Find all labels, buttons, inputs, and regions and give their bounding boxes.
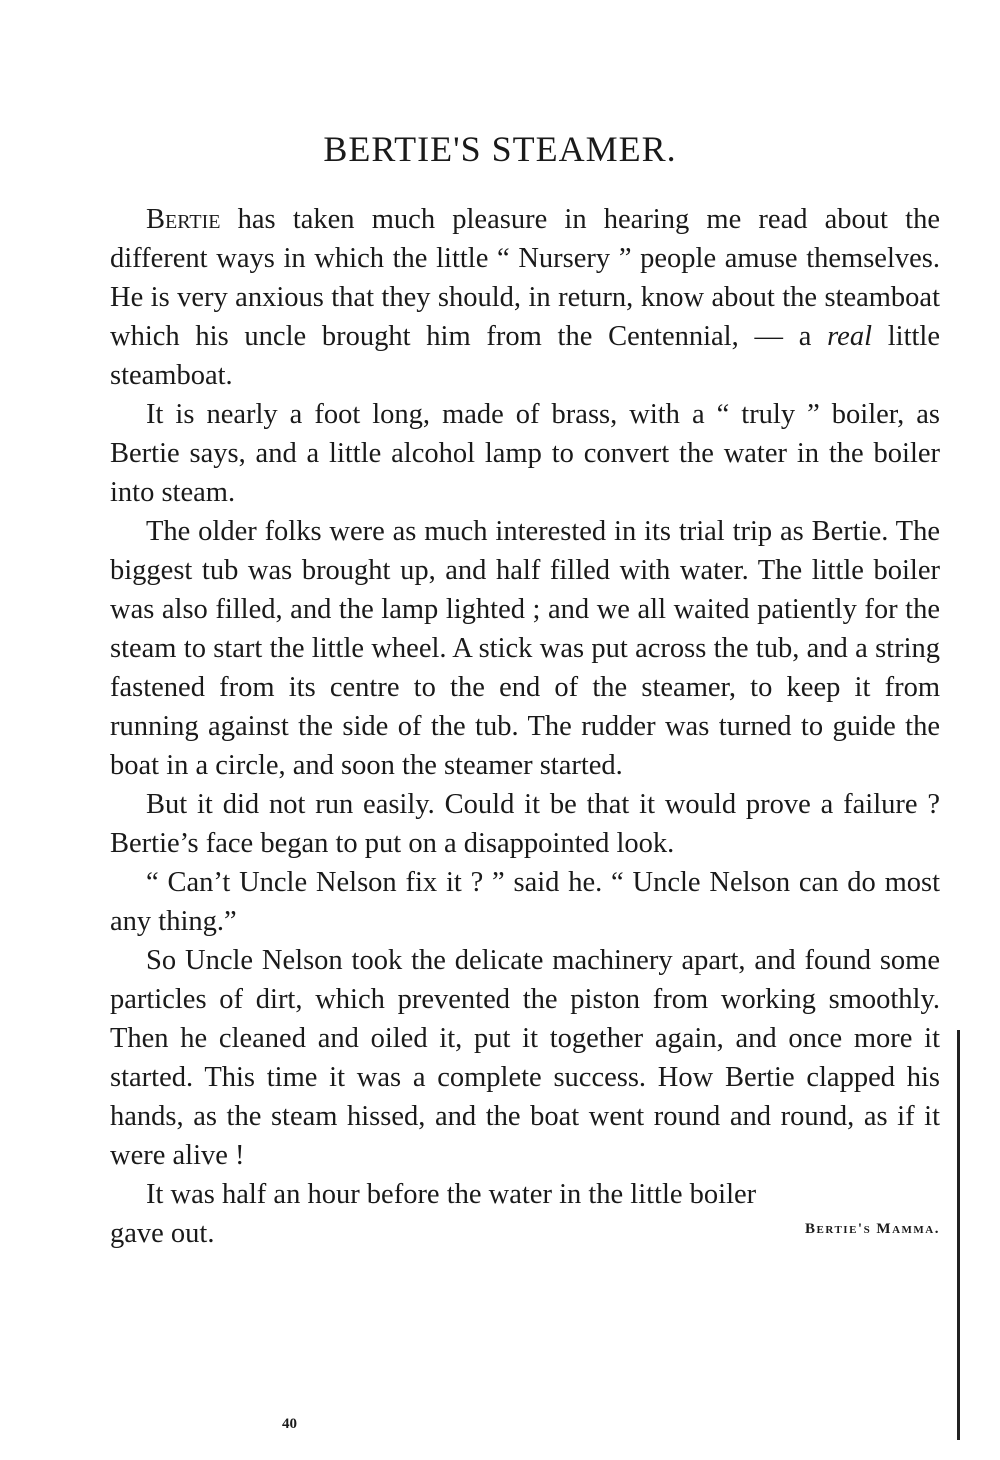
paragraph: “ Can’t Uncle Nelson fix it ? ” said he. “ Uncle Nelson can do most any thing.”	[110, 867, 940, 937]
paragraph	[110, 1175, 940, 1214]
article-body	[110, 200, 940, 1253]
paragraph: It is nearly a foot long, made of brass, with a “ truly ” boiler, as Bertie says, and a little alcohol lamp to convert the water in the boiler into steam.	[110, 399, 940, 508]
margin-rule	[957, 1030, 960, 1440]
page-title: BERTIE'S STEAMER.	[323, 129, 677, 169]
paragraph-text: It was half an hour before the water in the little boiler	[146, 1179, 757, 1210]
lead-word: Bertie	[146, 204, 221, 235]
paragraph-text: gave out.	[110, 1218, 215, 1249]
paragraph: So Uncle Nelson took the delicate machinery apart, and found some particles of dirt, which prevented the piston from working smoothly. Then he cleaned and oiled it, put it together again, and once more it started. This time it was a complete success. How Bertie clapped his hands, as the steam hissed, and the boat went round and round, as if it were alive !	[110, 945, 940, 1171]
page-number: 40	[282, 1416, 297, 1432]
paragraph: But it did not run easily. Could it be that it would prove a failure ? Bertie’s face began to put on a disappointed look.	[110, 789, 940, 859]
italic-word: real	[827, 321, 872, 352]
paragraph: The older folks were as much interested in its trial trip as Bertie. The biggest tub was brought up, and half filled with water. The little boiler was also filled, and the lamp lighted ; and we all waited patiently for the steam to start the little wheel. A stick was put across the tub, and a string fastened from its centre to the end of the steamer, to keep it from running against the side of the tub. The rudder was turned to guide the boat in a circle, and soon the steamer started.	[110, 516, 940, 781]
paragraph	[110, 200, 940, 395]
closing-line	[110, 1214, 940, 1253]
paragraph-text: little steamboat.	[110, 321, 940, 391]
author-signature: Bertie's Mamma.	[805, 1221, 940, 1237]
paragraph-text: has taken much pleasure in hearing me read about the different ways in which the little “ Nursery ” people amuse themselves. He is very anxious that they should, in return, know about the steamboat which his uncle brought him from the Centennial, — a	[110, 204, 940, 352]
